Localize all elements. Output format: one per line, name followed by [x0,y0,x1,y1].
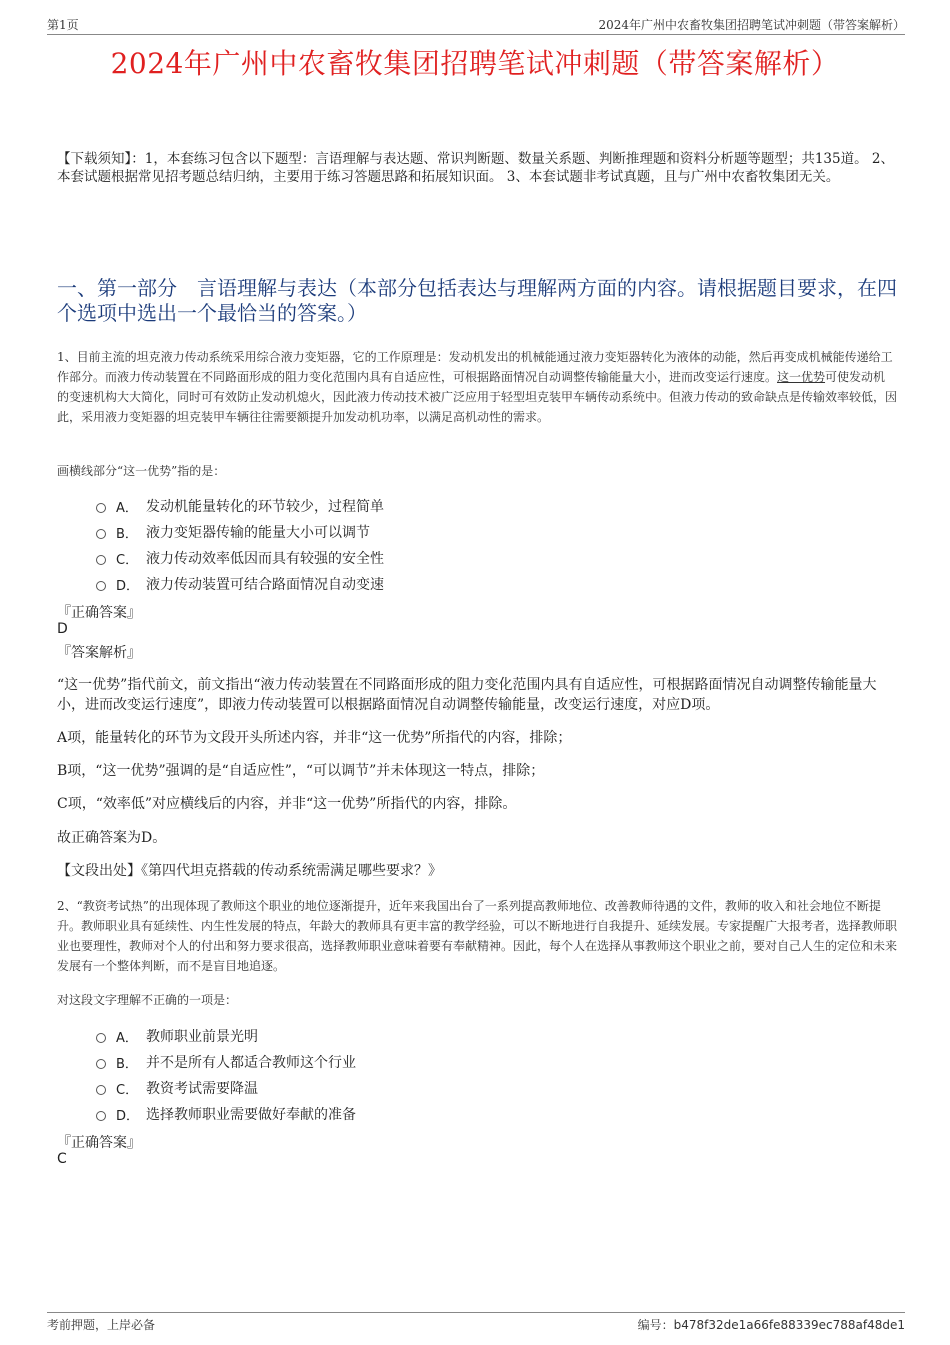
header-doc-title: 2024年广州中农畜牧集团招聘笔试冲刺题（带答案解析） [598,18,905,32]
footer-code-label: 编号： [637,1318,674,1332]
question-1-prompt: 画横线部分“这一优势”指的是： [57,464,226,478]
q1-analysis-para-5: 故正确答案为D。 [57,830,167,846]
radio-icon[interactable] [96,1085,106,1095]
q1-analysis-para-3: B项，“这一优势”强调的是“自适应性”，“可以调节”并未体现这一特点，排除； [57,763,545,779]
radio-icon[interactable] [96,1033,106,1043]
question-1-options [96,493,856,597]
download-notice: 【下载须知】：1，本套练习包含以下题型：言语理解与表达题、常识判断题、数量关系题、判断推理题和资料分析题等题型；共135道。 2、本套试题根据常见招考题总结归纳，主要用于练习答题思路和拓展知识面。 3、本套试题非考试真题，且与广州中农畜牧集团无关。 [57,151,894,185]
q1-option-c[interactable]: C． 液力传动效率低因而具有较强的安全性 [96,545,856,571]
section-title: 一、第一部分 言语理解与表达（本部分包括表达与理解两方面的内容。请根据题目要求，在四个选项中选出一个最恰当的答案。） [57,276,897,325]
q2-option-a[interactable]: A． 教师职业前景光明 [96,1023,856,1049]
q1-analysis-para-1: “这一优势”指代前文，前文指出“液力传动装置在不同路面形成的阻力变化范围内具有自适应性，可根据路面情况自动调整传输能量大小，进而改变运行速度”，即液力传动装置可以根据路面情况自动调整传输能量，改变运行速度，对应D项。 [57,677,877,713]
q2-option-d[interactable]: D． 选择教师职业需要做好奉献的准备 [96,1101,856,1127]
radio-icon[interactable] [96,1059,106,1069]
q1-underlined-phrase: 这一优势 [777,370,826,384]
q1-analysis-label: 『答案解析』 [57,645,141,661]
q2-option-c[interactable]: C． 教资考试需要降温 [96,1075,856,1101]
question-1-text [57,347,897,427]
q1-answer: D [57,621,68,637]
q1-option-a[interactable]: A． 发动机能量转化的环节较少，过程简单 [96,493,856,519]
question-2-options [96,1023,856,1127]
q1-text-after: 可使发动机的变速机构大大简化，同时可有效防止发动机熄火，因此液力传动技术被广泛应用于轻型坦克装甲车辆传动系统中。但液力传动的致命缺点是传输效率较低，因此，采用液力变矩器的坦克装甲车辆往往需要额提升加发动机功率，以满足高机动性的需求。 [57,370,898,424]
q1-answer-label: 『正确答案』 [57,605,141,621]
q1-text-before: 1、目前主流的坦克液力传动系统采用综合液力变矩器，它的工作原理是：发动机发出的机械能通过液力变矩器转化为液体的动能，然后再变成机械能传递给工作部分。而液力传动装置在不同路面形成的阻力变化范围内具有自适应性，可根据路面情况自动调整传输能量大小，进而改变运行速度。 [57,350,893,384]
radio-icon[interactable] [96,529,106,539]
q1-analysis-para-2: A项，能量转化的环节为文段开头所述内容，并非“这一优势”所指代的内容，排除； [57,730,572,746]
page-header [47,14,905,35]
page-number: 第1页 [47,18,79,32]
radio-icon[interactable] [96,1111,106,1121]
radio-icon[interactable] [96,555,106,565]
footer-code [638,1316,905,1333]
question-2-prompt: 对这段文字理解不正确的一项是： [57,993,238,1007]
q1-source: 【文段出处】《第四代坦克搭载的传动系统需满足哪些要求？》 [57,863,442,879]
document-title: 2024年广州中农畜牧集团招聘笔试冲刺题（带答案解析） [110,47,840,80]
q2-answer: C [57,1151,67,1167]
footer-slogan: 考前押题，上岸必备 [47,1318,156,1332]
q1-option-b[interactable]: B． 液力变矩器传输的能量大小可以调节 [96,519,856,545]
q1-option-d[interactable]: D． 液力传动装置可结合路面情况自动变速 [96,571,856,597]
radio-icon[interactable] [96,581,106,591]
footer-code-value: b478f32de1a66fe88339ec788af48de1 [673,1318,905,1332]
q2-answer-label: 『正确答案』 [57,1135,141,1151]
radio-icon[interactable] [96,503,106,513]
question-2-text: 2、“教资考试热”的出现体现了教师这个职业的地位逐渐提升，近年来我国出台了一系列提高教师地位、改善教师待遇的文件，教师的收入和社会地位不断提升。教师职业具有延续性、内生性发展的特点，年龄大的教师具有更丰富的教学经验，可以不断地进行自我提升、延续发展。专家提醒广大报考者，选择教师职业也要理性，教师对个人的付出和努力要求很高，选择教师职业意味着要有奉献精神。因此，每个人在选择从事教师这个职业之前，要对自己人生的定位和未来发展有一个整体判断，而不是盲目地追逐。 [57,899,898,973]
page-footer [47,1312,905,1335]
q2-option-b[interactable]: B． 并不是所有人都适合教师这个行业 [96,1049,856,1075]
q1-analysis-para-4: C项，“效率低”对应横线后的内容，并非“这一优势”所指代的内容，排除。 [57,796,517,812]
